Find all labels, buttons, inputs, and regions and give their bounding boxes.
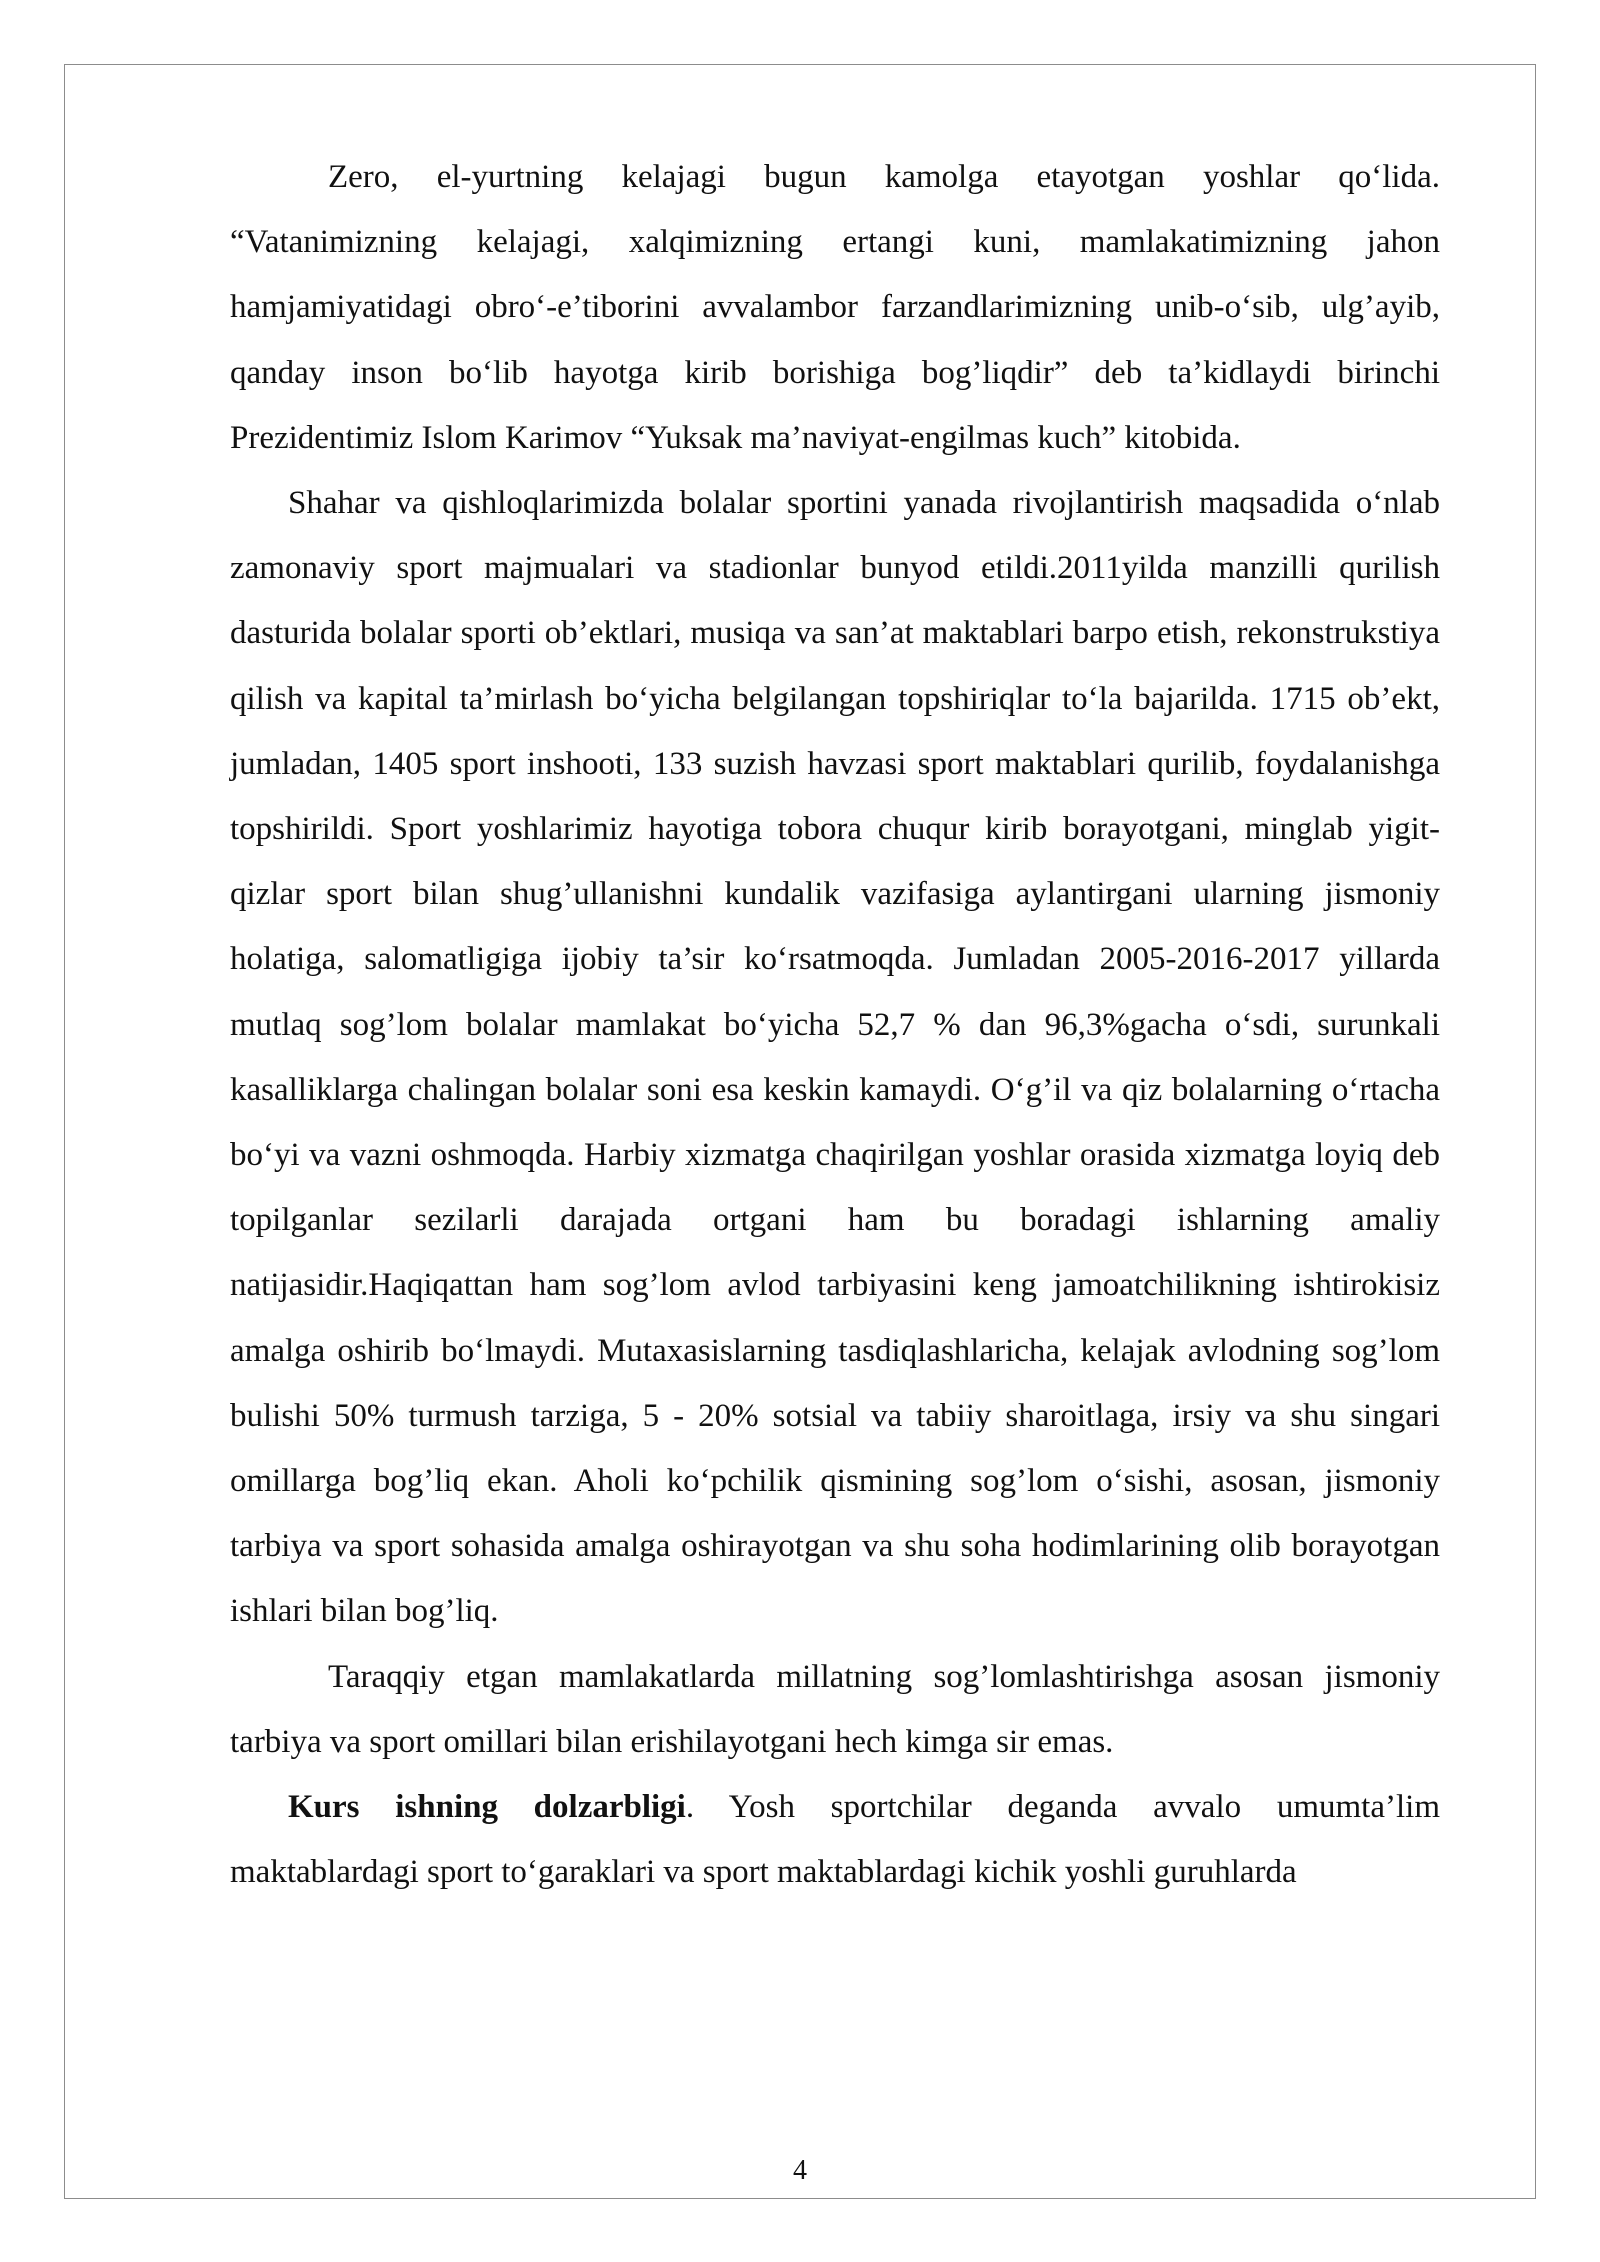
paragraph-intro: Zero, el-yurtning kelajagi bugun kamolga etayotgan yoshlar qo‘lida. “Vatanimizning kelajagi, xalqimizning ertangi kuni, mamlakatimizning jahon hamjamiyatidagi obro‘-e’tiborini avvalambor farzandlarimizning unib-o‘sib, ulg’ayib, qanday inson bo‘lib hayotga kirib borishiga bog’liqdir” deb ta’kidlaydi birinchi Prezidentimiz Islom Karimov “Yuksak ma’naviyat-engilmas kuch” kitobida. bbox=[230, 159, 1440, 456]
relevance-heading: Kurs ishning dolzarbligi bbox=[288, 1789, 686, 1826]
paragraph-relevance bbox=[230, 1775, 1440, 1905]
paragraph-developed-countries: Taraqqiy etgan mamlakatlarda millatning sog’lomlashtirishga asosan jismoniy tarbiya va sport omillari bilan erishilayotgani hech kimga sir emas. bbox=[230, 1658, 1440, 1760]
document-body bbox=[230, 145, 1440, 1905]
relevance-text: . Yosh sportchilar deganda avvalo umumta’lim maktablardagi sport to‘garaklari va sport maktablardagi kichik yoshli guruhlarda bbox=[230, 1789, 1440, 1891]
page-number: 4 bbox=[793, 2155, 807, 2186]
paragraph-sports-development: Shahar va qishloqlarimizda bolalar sportini yanada rivojlantirish maqsadida o‘nlab zamonaviy sport majmualari va stadionlar bunyod etildi.2011yilda manzilli qurilish dasturida bolalar sporti ob’ektlari, musiqa va san’at maktablari barpo etish, rekonstrukstiya qilish va kapital ta’mirlash bo‘yicha belgilangan topshiriqlar to‘la bajarilda. 1715 ob’ekt, jumladan, 1405 sport inshooti, 133 suzish havzasi sport maktablari qurilib, foydalanishga topshirildi. Sport yoshlarimiz hayotiga tobora chuqur kirib borayotgani, minglab yigit-qizlar sport bilan shug’ullanishni kundalik vazifasiga aylantirgani ularning jismoniy holatiga, salomatligiga ijobiy ta’sir ko‘rsatmoqda. Jumladan 2005-2016-2017 yillarda mutlaq sog’lom bolalar mamlakat bo‘yicha 52,7 % dan 96,3%gacha o‘sdi, surunkali kasalliklarga chalingan bolalar soni esa keskin kamaydi. O‘g’il va qiz bolalarning o‘rtacha bo‘yi va vazni oshmoqda. Harbiy xizmatga chaqirilgan yoshlar orasida xizmatga loyiq deb topilganlar sezilarli darajada ortgani ham bu boradagi ishlarning amaliy natijasidir.Haqiqattan ham sog’lom avlod tarbiyasini keng jamoatchilikning ishtirokisiz amalga oshirib bo‘lmaydi. Mutaxasislarning tasdiqlashlaricha, kelajak avlodning sog’lom bulishi 50% turmush tarziga, 5 - 20% sotsial va tabiiy sharoitlaga, irsiy va shu singari omillarga bog’liq ekan. Aholi ko‘pchilik qismining sog’lom o‘sishi, asosan, jismoniy tarbiya va sport sohasida amalga oshirayotgan va shu soha hodimlarining olib borayotgan ishlari bilan bog’liq. bbox=[230, 485, 1440, 1630]
